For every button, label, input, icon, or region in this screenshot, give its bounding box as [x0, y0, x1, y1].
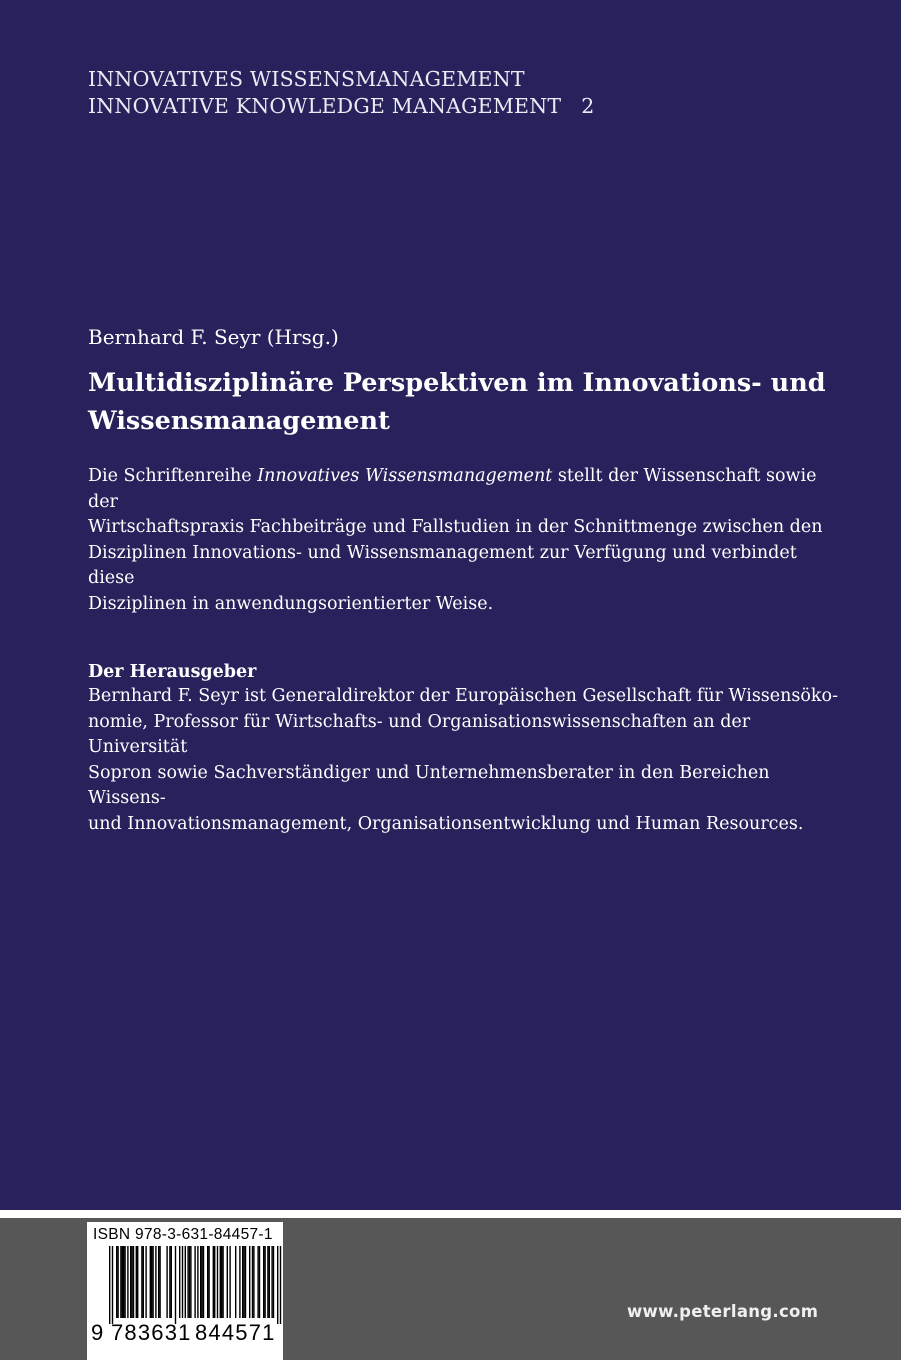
- barcode-bar: [273, 1246, 274, 1318]
- ean-right-group: 844571: [195, 1320, 276, 1345]
- barcode-bar: [263, 1246, 264, 1318]
- barcode-bar: [131, 1246, 132, 1318]
- barcode-bar: [155, 1246, 156, 1318]
- book-title: [88, 364, 878, 440]
- barcode-bar: [185, 1246, 186, 1318]
- barcode-bar: [187, 1246, 188, 1318]
- barcode-bar: [277, 1246, 278, 1324]
- barcode-bar: [109, 1246, 110, 1324]
- barcode-bar: [124, 1246, 125, 1318]
- barcode-bar: [190, 1246, 191, 1318]
- barcode-bar: [137, 1246, 138, 1318]
- publisher-url: www.peterlang.com: [627, 1302, 819, 1321]
- series-description: [88, 464, 848, 617]
- barcode-bar: [253, 1246, 254, 1318]
- barcode-bar: [197, 1246, 198, 1318]
- editor-bio-line-3: Sopron sowie Sachverständiger und Unternehmensberater in den Bereichen Wissens-: [88, 762, 770, 808]
- isbn-text: ISBN 978-3-631-84457-1: [93, 1226, 273, 1243]
- book-title-line-1: Multidisziplinäre Perspektiven im Innovations- und: [88, 368, 826, 398]
- barcode-bar: [201, 1246, 202, 1318]
- ean-digits: [91, 1321, 277, 1345]
- series-title-english: [88, 93, 594, 120]
- barcode-bar: [280, 1246, 281, 1324]
- barcode-bar: [152, 1246, 153, 1318]
- series-description-line-4: Disziplinen in anwendungsorientierter Weise.: [88, 593, 494, 614]
- barcode-bar: [123, 1246, 124, 1318]
- barcode-bar: [249, 1246, 250, 1318]
- barcode-bar: [169, 1246, 170, 1318]
- barcode-bar: [133, 1246, 134, 1318]
- barcode-bar: [122, 1246, 123, 1318]
- editor-bio: [88, 684, 848, 837]
- series-title-german: INNOVATIVES WISSENSMANAGEMENT: [88, 67, 525, 91]
- barcode-bar: [220, 1246, 221, 1318]
- barcode-bar: [116, 1246, 117, 1318]
- barcode-bar: [239, 1246, 240, 1318]
- series-title: [88, 66, 594, 120]
- series-description-line-3: Disziplinen Innovations- und Wissensmanagement zur Verfügung und verbindet diese: [88, 542, 797, 588]
- barcode-bar: [175, 1246, 176, 1324]
- barcode-bar: [207, 1246, 208, 1318]
- barcode-bar: [120, 1246, 121, 1318]
- series-description-text: Die Schriftenreihe: [88, 466, 258, 486]
- barcode-bar: [179, 1246, 180, 1318]
- barcode-bar: [269, 1246, 270, 1318]
- barcode-bar: [151, 1246, 152, 1318]
- editor-name: Bernhard F. Seyr (Hrsg.): [88, 325, 339, 349]
- barcode-bar: [130, 1246, 131, 1318]
- editor-bio-line-2: nomie, Professor für Wirtschafts- und Organisationswissenschaften an der Universität: [88, 711, 751, 757]
- barcode-bar: [243, 1246, 244, 1318]
- barcode-bar: [245, 1246, 246, 1318]
- barcode-bar: [143, 1246, 144, 1318]
- barcode-bar: [182, 1246, 183, 1318]
- barcode-bar: [189, 1246, 190, 1318]
- barcode-bar: [221, 1246, 222, 1318]
- barcode-bar: [214, 1246, 215, 1318]
- barcode-bar: [222, 1246, 223, 1318]
- barcode-bar: [213, 1246, 214, 1318]
- barcode-bar: [145, 1246, 146, 1318]
- barcode-bar: [141, 1246, 142, 1318]
- barcode-bar: [264, 1246, 265, 1318]
- barcode-bar: [136, 1246, 137, 1318]
- barcode-bar: [171, 1246, 172, 1318]
- barcode-bar: [158, 1246, 159, 1318]
- barcode-bar: [159, 1246, 160, 1318]
- barcode-bar: [203, 1246, 204, 1318]
- ean-first-digit: 9: [91, 1320, 104, 1345]
- barcode-bar: [235, 1246, 236, 1318]
- barcode-bar: [259, 1246, 260, 1318]
- volume-number: 2: [581, 94, 595, 118]
- barcode-icon: [87, 1246, 283, 1326]
- barcode-bar: [257, 1246, 258, 1318]
- barcode-bar: [267, 1246, 268, 1318]
- series-description-line-1: [88, 464, 848, 515]
- barcode-bar: [150, 1246, 151, 1318]
- barcode-bar: [242, 1246, 243, 1318]
- barcode-bar: [217, 1246, 218, 1318]
- editor-bio-line-1: Bernhard F. Seyr ist Generaldirektor der Europäischen Gesellschaft für Wissensöko-: [88, 686, 838, 706]
- barcode-bar: [208, 1246, 209, 1318]
- series-title-english-text: INNOVATIVE KNOWLEDGE MANAGEMENT: [88, 94, 562, 118]
- barcode-bar: [166, 1246, 167, 1318]
- barcode-bar: [194, 1246, 195, 1318]
- barcode-bar: [112, 1246, 113, 1324]
- series-description-text: stellt der Wissenschaft sowie der: [88, 466, 817, 512]
- editor-bio-line-4: und Innovationsmanagement, Organisationsentwicklung und Human Resources.: [88, 813, 804, 834]
- barcode-bar: [252, 1246, 253, 1318]
- barcode-bar: [227, 1246, 228, 1318]
- series-description-line-2: Wirtschaftspraxis Fachbeiträge und Fallstudien in der Schnittmenge zwischen den: [88, 517, 823, 537]
- barcode-bar: [229, 1246, 230, 1318]
- barcode-bar: [200, 1246, 201, 1318]
- barcode-bar: [271, 1246, 272, 1318]
- barcode-bar: [127, 1246, 128, 1318]
- editor-heading: Der Herausgeber: [88, 662, 257, 682]
- barcode-bar: [117, 1246, 118, 1318]
- book-title-line-2: Wissensmanagement: [88, 406, 390, 436]
- ean-left-group: 783631: [111, 1320, 192, 1345]
- barcode-label: [87, 1222, 283, 1360]
- series-name-italic: Innovatives Wissensmanagement: [257, 466, 553, 486]
